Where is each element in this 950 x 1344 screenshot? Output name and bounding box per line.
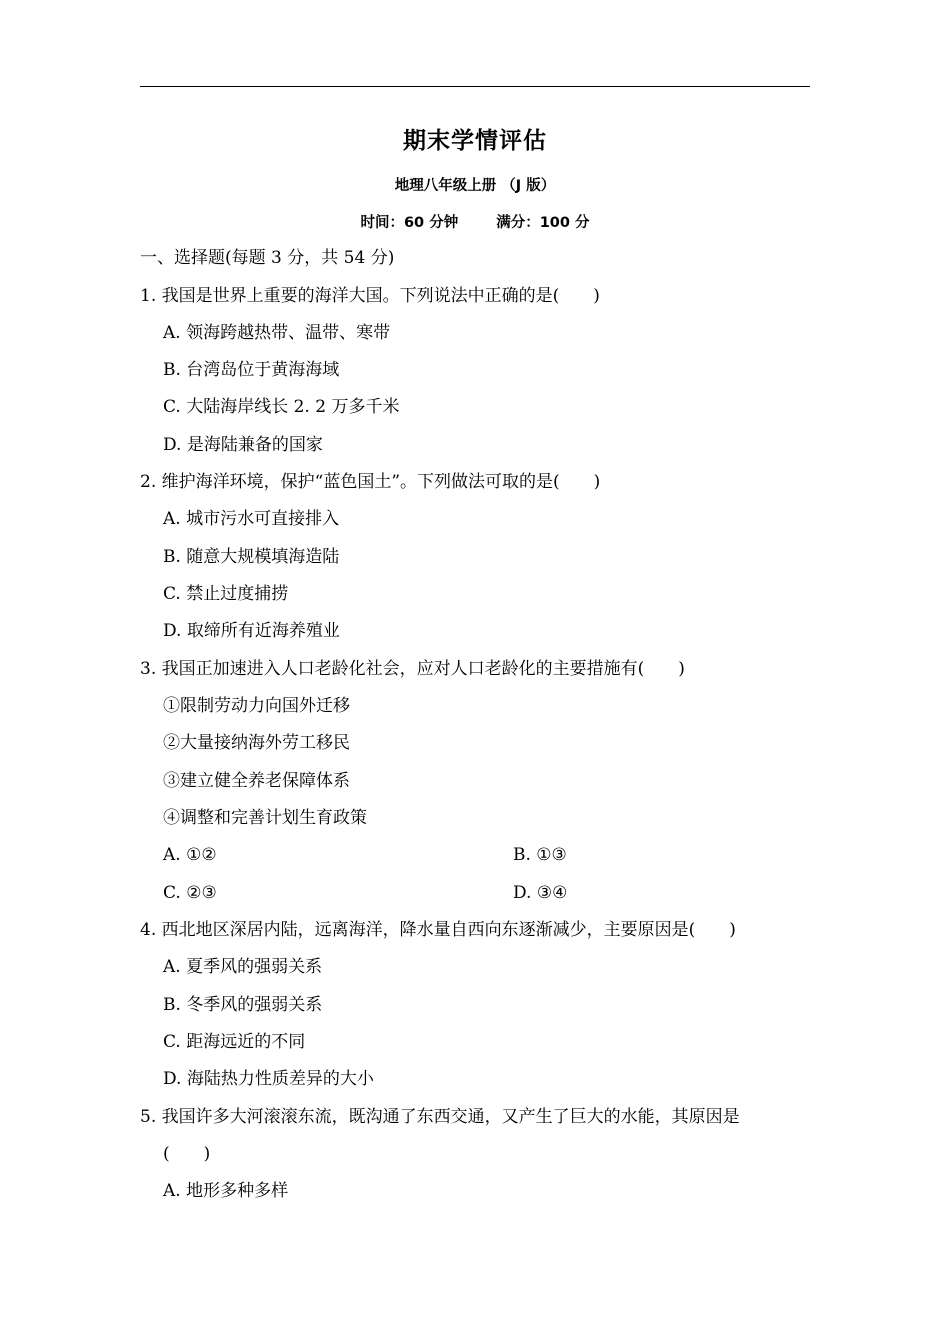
- option-b: B. 台湾岛位于黄海海域: [163, 360, 340, 380]
- option-a: A. 夏季风的强弱关系: [163, 957, 323, 977]
- option-b: B. ①③: [513, 845, 567, 865]
- statement-item: ②大量接纳海外劳工移民: [163, 733, 350, 753]
- option-d: D. 是海陆兼备的国家: [163, 435, 323, 455]
- statement-item: ③建立健全养老保障体系: [163, 771, 350, 791]
- page-subtitle: 地理八年级上册 （J 版）: [394, 178, 556, 194]
- exam-meta: [0, 211, 950, 232]
- statement-item: ④调整和完善计划生育政策: [163, 808, 367, 828]
- question-stem: 2. 维护海洋环境，保护“蓝色国土”。下列做法可取的是( ): [140, 472, 601, 492]
- option-d: D. ③④: [513, 883, 568, 903]
- option-d: D. 海陆热力性质差异的大小: [163, 1069, 374, 1089]
- statement-item: ①限制劳动力向国外迁移: [163, 696, 350, 716]
- question-stem: 1. 我国是世界上重要的海洋大国。下列说法中正确的是( ): [140, 286, 600, 306]
- option-c: C. 大陆海岸线长 2. 2 万多千米: [163, 397, 400, 417]
- question-stem: 3. 我国正加速进入人口老龄化社会，应对人口老龄化的主要措施有( ): [140, 659, 685, 679]
- option-a: A. ①②: [163, 845, 217, 865]
- option-b: B. 冬季风的强弱关系: [163, 995, 323, 1015]
- page-title: 期末学情评估: [403, 128, 547, 154]
- question-stem: 4. 西北地区深居内陆，远离海洋，降水量自西向东逐渐减少，主要原因是( ): [140, 920, 736, 940]
- section-heading: 一、选择题(每题 3 分，共 54 分): [140, 248, 395, 268]
- option-d: D. 取缔所有近海养殖业: [163, 621, 340, 641]
- option-c: C. 禁止过度捕捞: [163, 584, 289, 604]
- option-a: A. 城市污水可直接排入: [163, 509, 340, 529]
- option-c: C. ②③: [163, 883, 217, 903]
- option-a: A. 领海跨越热带、温带、寒带: [163, 323, 391, 343]
- option-a: A. 地形多种多样: [163, 1181, 289, 1201]
- top-rule: [140, 86, 810, 87]
- option-c: C. 距海远近的不同: [163, 1032, 306, 1052]
- time-label: 时间：60 分钟: [360, 215, 459, 231]
- option-b: B. 随意大规模填海造陆: [163, 547, 340, 567]
- question-stem: 5. 我国许多大河滚滚东流，既沟通了东西交通，又产生了巨大的水能，其原因是: [140, 1107, 740, 1127]
- question-stem-continuation: ( ): [163, 1144, 211, 1164]
- score-label: 满分：100 分: [496, 215, 590, 231]
